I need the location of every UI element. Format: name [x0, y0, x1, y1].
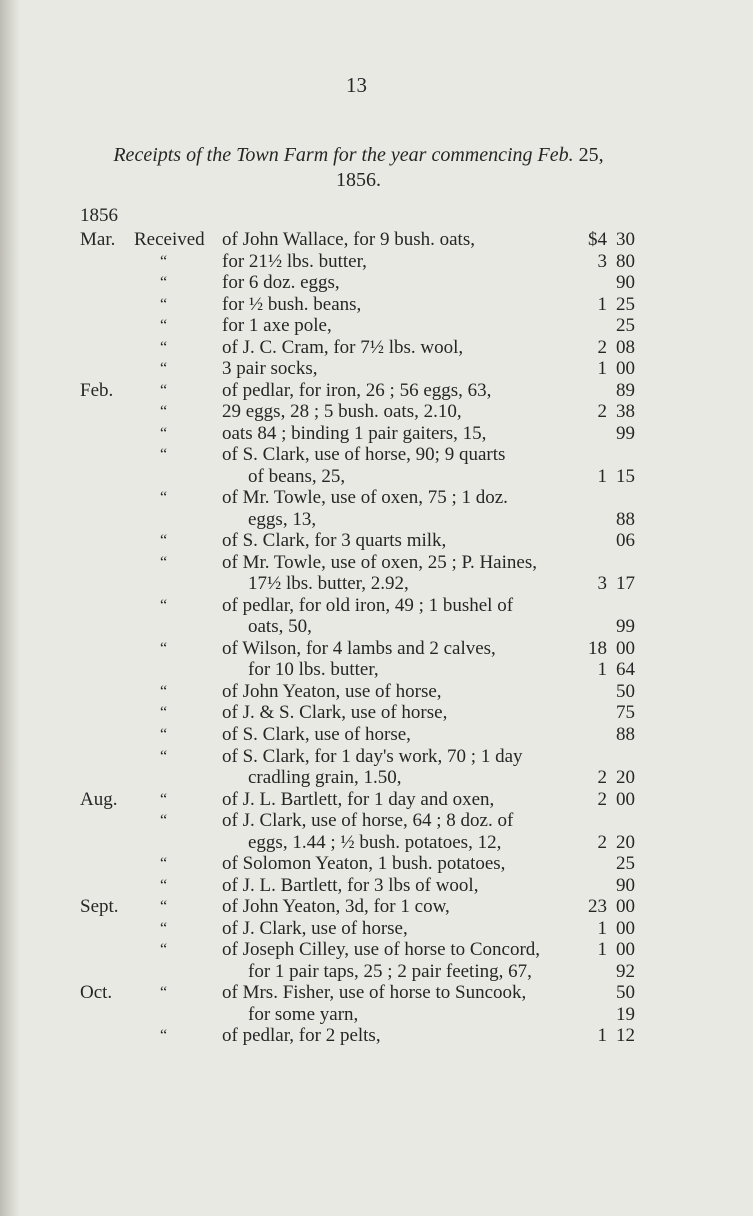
ledger-row — [0, 789, 753, 811]
month-label: Sept. — [80, 896, 119, 918]
ditto-mark: “ — [160, 553, 168, 571]
entry-description: cradling grain, 1.50, — [248, 767, 402, 788]
amount-cents: 88 — [616, 724, 635, 745]
ledger-row — [0, 315, 753, 337]
amount-dollars: 1 — [597, 1025, 607, 1047]
amount-cents: 17 — [616, 573, 635, 595]
ditto-mark: “ — [160, 726, 168, 743]
entry-description: of John Wallace, for 9 bush. oats, — [222, 229, 475, 250]
ledger-row — [0, 853, 753, 875]
ledger-row — [0, 638, 753, 660]
ledger-row — [0, 724, 753, 746]
amount-cents: 25 — [616, 315, 635, 337]
ledger-row — [0, 358, 753, 380]
heading-title-tail: 25, — [578, 144, 604, 166]
ledger-row — [0, 509, 753, 531]
ditto-mark: “ — [160, 317, 168, 335]
ditto-mark: “ — [160, 489, 168, 507]
page-number: 13 — [346, 73, 367, 97]
amount-cents: 88 — [616, 508, 635, 530]
entry-description: of pedlar, for 2 pelts, — [222, 1025, 381, 1047]
entry-description: 29 eggs, 28 ; 5 bush. oats, 2.10, — [222, 401, 462, 423]
ledger-row — [0, 444, 753, 466]
ditto-mark: “ — [160, 747, 168, 765]
amount-cents: 50 — [616, 680, 635, 702]
ledger-row — [0, 272, 753, 294]
entry-description: of J. Clark, use of horse, 64 ; 8 doz. of — [222, 810, 514, 831]
entry-description: oats 84 ; binding 1 pair gaiters, 15, — [222, 422, 487, 444]
amount-dollars: 1 — [597, 358, 607, 380]
amount-cents: 00 — [616, 358, 635, 380]
amount-cents: 25 — [616, 853, 635, 875]
month-label: Feb. — [80, 379, 114, 401]
entry-description: of Wilson, for 4 lambs and 2 calves, — [222, 637, 496, 659]
ledger-row — [0, 918, 753, 940]
ditto-mark: “ — [160, 274, 168, 291]
ledger-row — [0, 939, 753, 961]
amount-cents: 00 — [616, 788, 635, 810]
entry-description: for 21½ lbs. butter, — [222, 250, 367, 272]
ledger-row — [0, 810, 753, 832]
amount-dollars: 23 — [588, 896, 607, 918]
ledger-row — [0, 294, 753, 316]
entry-description: of S. Clark, for 1 day's work, 70 ; 1 day — [222, 745, 523, 767]
ledger-row — [0, 681, 753, 703]
amount-cents: 75 — [616, 702, 635, 724]
ledger-row — [0, 875, 753, 897]
entry-description: eggs, 13, — [248, 508, 317, 530]
entry-description: of J. L. Bartlett, for 3 lbs of wool, — [222, 874, 479, 896]
amount-dollars: 3 — [597, 250, 607, 272]
entry-description: of Joseph Cilley, use of horse to Concord, — [222, 939, 541, 961]
amount-dollars: 2 — [597, 401, 607, 423]
entry-description: of S. Clark, for 3 quarts milk, — [222, 530, 447, 552]
ledger-row — [0, 229, 753, 251]
amount-cents: 50 — [616, 982, 635, 1004]
heading-title: Receipts of the Town Farm for the year commencing Feb. — [113, 144, 574, 166]
ditto-mark: “ — [160, 898, 168, 916]
amount-cents: 00 — [616, 917, 635, 939]
entry-description: of pedlar, for iron, 26 ; 56 eggs, 63, — [222, 379, 492, 401]
amount-cents: 06 — [616, 530, 635, 552]
amount-cents: 64 — [616, 659, 635, 681]
entry-description: oats, 50, — [248, 616, 312, 638]
ditto-mark: “ — [160, 941, 168, 959]
amount-cents: 00 — [616, 939, 635, 961]
ledger-row — [0, 337, 753, 359]
ledger-row — [0, 380, 753, 402]
amount-cents: 89 — [616, 379, 635, 401]
amount-cents: 20 — [616, 767, 635, 788]
amount-cents: 92 — [616, 960, 635, 982]
amount-cents: 19 — [616, 1003, 635, 1025]
ditto-mark: “ — [160, 855, 168, 873]
amount-cents: 90 — [616, 272, 635, 293]
entry-description: for 1 pair taps, 25 ; 2 pair feeting, 67, — [248, 960, 532, 982]
entry-description: of pedlar, for old iron, 49 ; 1 bushel of — [222, 594, 514, 616]
ledger-row — [0, 401, 753, 423]
ditto-mark: “ — [160, 403, 168, 421]
entry-description: for some yarn, — [248, 1003, 359, 1025]
received-label: Received — [134, 229, 205, 250]
entry-description: of John Yeaton, use of horse, — [222, 680, 442, 702]
ditto-mark: “ — [160, 360, 168, 378]
amount-cents: 20 — [616, 831, 635, 853]
amount-dollars: 1 — [597, 659, 607, 681]
amount-dollars: 2 — [597, 336, 607, 358]
amount-dollars: 3 — [597, 573, 607, 595]
ledger-row — [0, 832, 753, 854]
amount-cents: 12 — [616, 1025, 635, 1047]
ditto-mark: “ — [160, 381, 168, 399]
ledger-row — [0, 595, 753, 617]
ledger-row — [0, 423, 753, 445]
ditto-mark: “ — [160, 295, 168, 313]
ditto-mark: “ — [160, 252, 168, 270]
ditto-mark: “ — [160, 682, 168, 700]
amount-cents: 90 — [616, 874, 635, 896]
ditto-mark: “ — [160, 424, 168, 442]
ledger-row — [0, 961, 753, 983]
entry-description: of beans, 25, — [248, 465, 346, 487]
ditto-mark: “ — [160, 876, 168, 894]
entry-description: of J. C. Cram, for 7½ lbs. wool, — [222, 336, 464, 358]
amount-cents: 30 — [616, 229, 635, 250]
entry-description: of S. Clark, use of horse, — [222, 724, 411, 745]
amount-cents: 08 — [616, 336, 635, 358]
ledger-row — [0, 982, 753, 1004]
year-label: 1856 — [80, 205, 118, 226]
amount-cents: 99 — [616, 616, 635, 638]
ledger-row — [0, 896, 753, 918]
amount-dollars: 1 — [597, 293, 607, 315]
entry-description: for ½ bush. beans, — [222, 293, 362, 315]
month-label: Oct. — [80, 982, 113, 1004]
ledger-row — [0, 767, 753, 789]
page-heading — [76, 143, 641, 193]
ditto-mark: “ — [160, 338, 168, 356]
entry-description: for 10 lbs. butter, — [248, 659, 379, 681]
amount-cents: 00 — [616, 896, 635, 918]
amount-dollars: 2 — [597, 831, 607, 853]
ditto-mark: “ — [160, 639, 168, 657]
amount-dollars: 18 — [588, 637, 607, 659]
ledger-row — [0, 659, 753, 681]
ditto-mark: “ — [160, 596, 168, 614]
amount-dollars: $4 — [588, 229, 607, 250]
amount-cents: 80 — [616, 250, 635, 272]
ditto-mark: “ — [160, 812, 168, 829]
entry-description: of J. & S. Clark, use of horse, — [222, 702, 448, 724]
amount-dollars: 1 — [597, 917, 607, 939]
amount-cents: 99 — [616, 422, 635, 444]
ditto-mark: “ — [160, 790, 168, 808]
heading-year: 1856. — [336, 169, 381, 191]
entry-description: of J. Clark, use of horse, — [222, 917, 408, 939]
amount-dollars: 1 — [597, 465, 607, 487]
amount-cents: 38 — [616, 401, 635, 423]
ledger-row — [0, 1004, 753, 1026]
entry-description: of John Yeaton, 3d, for 1 cow, — [222, 896, 450, 918]
entry-description: of Mrs. Fisher, use of horse to Suncook, — [222, 982, 527, 1004]
entry-description: of Solomon Yeaton, 1 bush. potatoes, — [222, 853, 506, 875]
ditto-mark: “ — [160, 446, 168, 464]
ledger-row — [0, 487, 753, 509]
ledger-row — [0, 573, 753, 595]
amount-cents: 25 — [616, 293, 635, 315]
ditto-mark: “ — [160, 704, 168, 722]
entry-description: 3 pair socks, — [222, 358, 318, 380]
ledger-row — [0, 466, 753, 488]
month-label: Aug. — [80, 788, 118, 810]
entry-description: of J. L. Bartlett, for 1 day and oxen, — [222, 788, 495, 810]
amount-dollars: 2 — [597, 788, 607, 810]
ledger-row — [0, 530, 753, 552]
entry-description: 17½ lbs. butter, 2.92, — [248, 573, 409, 595]
ledger-row — [0, 702, 753, 724]
ledger-row — [0, 1025, 753, 1047]
amount-cents: 00 — [616, 637, 635, 659]
entry-description: for 6 doz. eggs, — [222, 272, 340, 293]
ledger-row — [0, 746, 753, 768]
entry-description: of S. Clark, use of horse, 90; 9 quarts — [222, 444, 506, 466]
amount-dollars: 2 — [597, 767, 607, 788]
entry-description: of Mr. Towle, use of oxen, 25 ; P. Haines, — [222, 551, 537, 573]
entry-description: eggs, 1.44 ; ½ bush. potatoes, 12, — [248, 831, 502, 853]
amount-cents: 15 — [616, 465, 635, 487]
ledger-row — [0, 552, 753, 574]
month-label: Mar. — [80, 229, 116, 250]
ledger-row — [0, 251, 753, 273]
ditto-mark: “ — [160, 1027, 168, 1045]
amount-dollars: 1 — [597, 939, 607, 961]
ditto-mark: “ — [160, 919, 168, 937]
ditto-mark: “ — [160, 984, 168, 1002]
entry-description: for 1 axe pole, — [222, 315, 332, 337]
ledger-row — [0, 616, 753, 638]
entry-description: of Mr. Towle, use of oxen, 75 ; 1 doz. — [222, 487, 508, 509]
ditto-mark: “ — [160, 532, 168, 550]
